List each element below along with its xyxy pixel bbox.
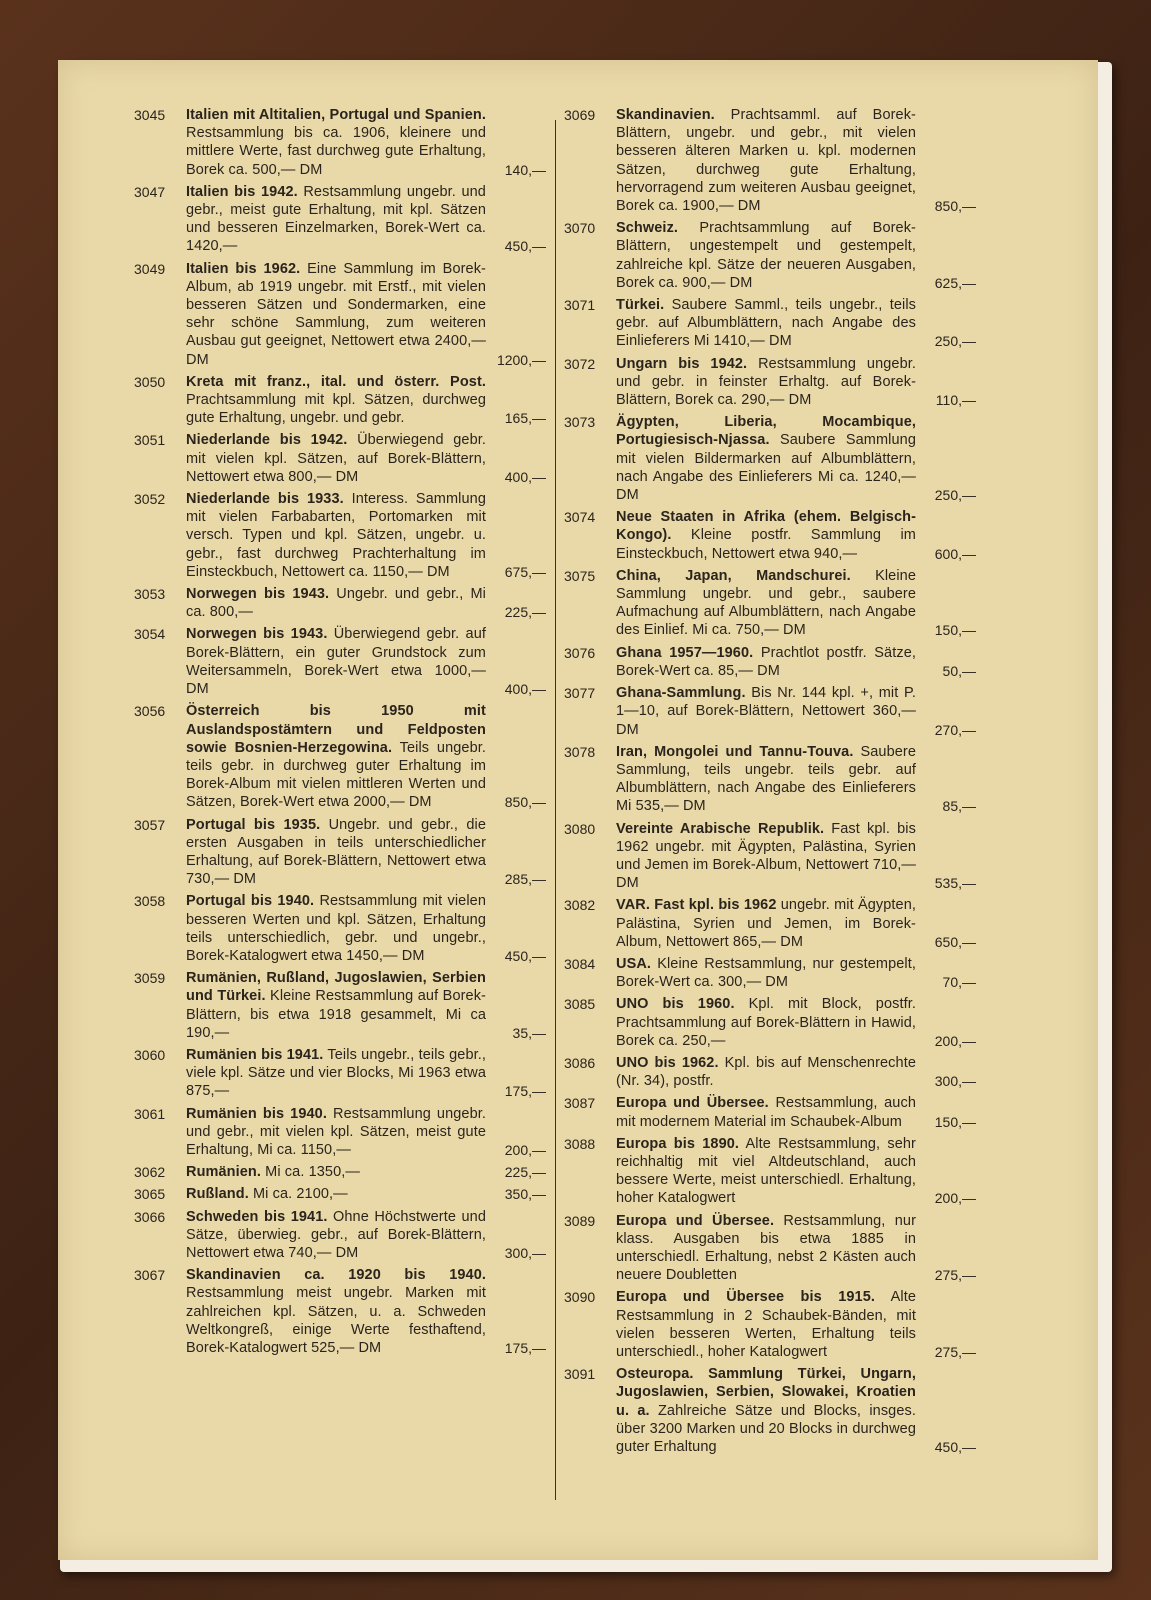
lot-number: 3085 bbox=[564, 996, 596, 1013]
lot-description bbox=[186, 106, 486, 179]
lot-text: Zahlreiche Sätze und Blocks, insges. über 3200 Marken und 20 Blocks in durchweg guter Erhaltung bbox=[616, 1402, 916, 1456]
catalog-entry bbox=[134, 1185, 554, 1203]
catalog-entry bbox=[564, 296, 984, 351]
catalog-entry bbox=[564, 413, 984, 504]
lot-description bbox=[616, 1094, 916, 1130]
lot-text: Restsammlung, nur klass. Ausgaben bis etwa 1885 in unterschiedl. Erhaltung, nebst 2 Kästen auch neuere Doubletten bbox=[616, 1212, 916, 1284]
lot-price: 1200,— bbox=[496, 351, 546, 368]
lot-description bbox=[186, 260, 486, 369]
lot-text: Saubere Samml., teils ungebr., teils gebr. auf Albumblättern, nach Angabe des Einlieferers Mi 1410,— DM bbox=[616, 297, 917, 350]
lot-price: 270,— bbox=[934, 721, 976, 738]
lot-price: 85,— bbox=[942, 798, 976, 815]
lot-description bbox=[186, 431, 486, 486]
lot-title: UNO bis 1960. bbox=[616, 996, 735, 1013]
lot-text: Fast kpl. bis 1962 ungebr. mit Ägypten, Palästina, Syrien und Jemen im Borek-Album, Nettowert 710,— DM bbox=[616, 820, 916, 892]
lot-title: Skandinavien ca. 1920 bis 1940. bbox=[186, 1267, 486, 1284]
lot-description bbox=[616, 995, 916, 1050]
lot-title: Skandinavien. bbox=[616, 107, 715, 123]
lot-description bbox=[186, 1208, 486, 1263]
lot-price: 350,— bbox=[504, 1186, 546, 1203]
lot-number: 3062 bbox=[134, 1164, 166, 1181]
lot-title: Neue Staaten in Afrika (ehem. Belgisch-Kongo). bbox=[616, 509, 916, 544]
lot-title: Ungarn bis 1942. bbox=[616, 355, 748, 372]
left-column bbox=[134, 106, 554, 1361]
lot-description bbox=[186, 373, 486, 428]
lot-price: 70,— bbox=[942, 974, 976, 991]
catalog-entry bbox=[564, 955, 984, 991]
lot-title: Türkei. bbox=[616, 297, 665, 314]
lot-text: Restsammlung bis ca. 1906, kleinere und mittlere Werte, fast durchweg gute Erhaltung, Borek ca. 500,— DM bbox=[186, 125, 486, 178]
lot-price: 450,— bbox=[934, 1439, 976, 1456]
lot-number: 3075 bbox=[564, 567, 596, 584]
lot-price: 50,— bbox=[942, 662, 976, 679]
lot-text: Ungebr. und gebr., die ersten Ausgaben in teils unterschiedlicher Erhaltung, auf Borek-Blättern, Nettowert etwa 730,— DM bbox=[186, 816, 486, 888]
lot-text: Kleine Sammlung ungebr. und gebr., saubere Aufmachung auf Albumblättern, nach Angabe des Einlief. Mi ca. 750,— DM bbox=[616, 567, 916, 639]
lot-price: 175,— bbox=[504, 1340, 546, 1356]
lot-text: Prachtsammlung auf Borek-Blättern, ungestempelt und gestempelt, zahlreiche kpl. Sätze der neueren Ausgaben, Borek ca. 900,— DM bbox=[616, 220, 916, 291]
lot-number: 3047 bbox=[134, 183, 166, 200]
lot-number: 3084 bbox=[564, 955, 596, 972]
lot-description bbox=[186, 1046, 486, 1101]
lot-text: Restsammlung ungebr. und gebr., meist gute Erhaltung, mit kpl. Sätzen und besseren Einzelmarken, Borek-Wert ca. 1420,— bbox=[186, 183, 486, 255]
lot-number: 3088 bbox=[564, 1135, 596, 1152]
lot-price: 400,— bbox=[504, 681, 546, 698]
lot-price: 250,— bbox=[934, 487, 976, 504]
lot-number: 3061 bbox=[134, 1105, 166, 1122]
lot-title: USA. bbox=[616, 955, 652, 972]
lot-title: Europa und Übersee bis 1915. bbox=[616, 1289, 875, 1306]
lot-price: 400,— bbox=[504, 468, 546, 485]
lot-title: Niederlande bis 1942. bbox=[186, 432, 348, 449]
catalog-entry bbox=[134, 183, 554, 256]
lot-description bbox=[616, 743, 916, 816]
lot-price: 300,— bbox=[934, 1073, 976, 1090]
lot-title: Italien bis 1942. bbox=[186, 183, 298, 200]
lot-title: Europa bis 1890. bbox=[616, 1135, 740, 1152]
lot-number: 3069 bbox=[564, 107, 596, 123]
lot-number: 3070 bbox=[564, 220, 596, 237]
lot-number: 3071 bbox=[564, 297, 596, 314]
lot-text: Interess. Sammlung mit vielen Farbabarten, Portomarken mit versch. Typen und kpl. Sätzen, ungebr. u. gebr., fast durchweg Prachterhaltung im Einsteckbuch, Nettowert ca. 1150,— DM bbox=[186, 491, 486, 580]
lot-text: Restsammlung ungebr. und gebr., mit vielen kpl. Sätzen, meist gute Erhaltung, Mi ca. 1150,— bbox=[186, 1105, 486, 1158]
lot-text: Restsammlung ungebr. und gebr. in feinster Erhaltg. auf Borek-Blättern, Borek ca. 290,— DM bbox=[616, 355, 916, 409]
catalog-entry bbox=[564, 355, 984, 410]
lot-number: 3051 bbox=[134, 432, 166, 449]
lot-title: UNO bis 1962. bbox=[616, 1054, 719, 1071]
lot-text: Alte Restsammlung in 2 Schaubek-Bänden, mit vielen besseren Werten, Erhaltung teils unterschiedl., hoher Katalogwert bbox=[616, 1289, 916, 1360]
lot-price: 450,— bbox=[504, 947, 546, 964]
catalog-entry bbox=[564, 896, 984, 951]
lot-title: Italien bis 1962. bbox=[186, 260, 301, 277]
lot-price: 200,— bbox=[504, 1141, 546, 1158]
lot-title: Europa und Übersee. bbox=[616, 1095, 769, 1112]
lot-title: Iran, Mongolei und Tannu-Touva. bbox=[616, 743, 854, 760]
lot-number: 3050 bbox=[134, 373, 166, 390]
lot-price: 35,— bbox=[512, 1024, 546, 1041]
catalog-entry bbox=[564, 1288, 984, 1361]
lot-text: Bis Nr. 144 kpl. +, mit P. 1—10, auf Borek-Blättern, Nettowert 360,— DM bbox=[616, 685, 916, 738]
lot-title: Norwegen bis 1943. bbox=[186, 626, 328, 643]
catalog-entry bbox=[564, 508, 984, 563]
catalog-entry bbox=[564, 219, 984, 292]
lot-number: 3059 bbox=[134, 970, 166, 987]
lot-description bbox=[616, 508, 916, 563]
lot-description bbox=[616, 567, 916, 640]
lot-price: 600,— bbox=[934, 545, 976, 562]
lot-number: 3067 bbox=[134, 1267, 166, 1284]
lot-title: Kreta mit franz., ital. und österr. Post. bbox=[186, 373, 486, 390]
catalog-entry bbox=[134, 1208, 554, 1263]
lot-description bbox=[616, 644, 916, 680]
lot-price: 250,— bbox=[934, 333, 976, 350]
lot-description bbox=[186, 969, 486, 1042]
lot-description bbox=[616, 296, 916, 351]
catalog-entry bbox=[134, 816, 554, 889]
lot-price: 300,— bbox=[504, 1244, 546, 1261]
lot-title: Rußland. bbox=[186, 1186, 249, 1203]
lot-title: Portugal bis 1935. bbox=[186, 816, 321, 833]
lot-text: ungebr. mit Ägypten, Palästina, Syrien und Jemen, im Borek-Album, Nettowert 865,— DM bbox=[616, 897, 916, 950]
lot-number: 3090 bbox=[564, 1289, 596, 1306]
lot-price: 150,— bbox=[934, 622, 976, 639]
lot-description bbox=[616, 106, 916, 215]
lot-price: 110,— bbox=[935, 392, 976, 409]
lot-price: 225,— bbox=[504, 604, 546, 621]
lot-text: Kpl. bis auf Menschenrechte (Nr. 34), postfr. bbox=[616, 1054, 916, 1090]
lot-price: 140,— bbox=[504, 161, 546, 178]
lot-number: 3080 bbox=[564, 820, 596, 837]
lot-price: 850,— bbox=[504, 794, 546, 811]
lot-text: Ohne Höchstwerte und Sätze, überwieg. gebr., auf Borek-Blättern, Nettowert etwa 740,— DM bbox=[186, 1208, 486, 1261]
lot-description bbox=[186, 585, 486, 621]
lot-text: Restsammlung meist ungebr. Marken mit zahlreichen kpl. Sätzen, u. a. Schweden Weltkongreß, einige Werte festhaftend, Borek-Katalogwert 525,— DM bbox=[186, 1285, 486, 1356]
lot-text: Kleine postfr. Sammlung im Einsteckbuch, Nettowert etwa 940,— bbox=[616, 527, 916, 562]
lot-text: Kleine Restsammlung auf Borek-Blättern, bis etwa 1918 gesammelt, Mi ca 190,— bbox=[186, 988, 486, 1041]
lot-description bbox=[616, 1365, 916, 1456]
lot-description bbox=[616, 684, 916, 739]
lot-description bbox=[616, 955, 916, 991]
lot-title: Italien mit Altitalien, Portugal und Spanien. bbox=[186, 107, 486, 123]
lot-title: Europa und Übersee. bbox=[616, 1212, 775, 1229]
lot-text: Prachtsamml. auf Borek-Blättern, ungebr. und gebr., mit vielen besseren älteren Marken u. kpl. modernen Sätzen, durchweg gute Erhaltung, hervorragend zum weiteren Ausbau geeignet, Borek ca. 1900,— DM bbox=[616, 107, 916, 215]
lot-number: 3089 bbox=[564, 1212, 596, 1229]
lot-title: Ghana-Sammlung. bbox=[616, 685, 746, 702]
catalog-page bbox=[58, 60, 1098, 1560]
lot-title: China, Japan, Mandschurei. bbox=[616, 567, 851, 584]
catalog-entry bbox=[564, 820, 984, 893]
lot-price: 175,— bbox=[504, 1083, 546, 1100]
lot-description bbox=[616, 1288, 916, 1361]
catalog-entry bbox=[564, 1135, 984, 1208]
lot-number: 3091 bbox=[564, 1366, 596, 1383]
lot-text: Kleine Restsammlung, nur gestempelt, Borek-Wert ca. 300,— DM bbox=[616, 955, 916, 991]
lot-description bbox=[616, 219, 916, 292]
lot-title: Österreich bis 1950 mit Auslandspostämtern und Feldposten sowie Bosnien-Herzegowina. bbox=[186, 703, 486, 756]
lot-description bbox=[616, 413, 916, 504]
catalog-entry bbox=[564, 995, 984, 1050]
lot-description bbox=[616, 355, 916, 410]
lot-description bbox=[616, 1212, 916, 1285]
column-divider bbox=[555, 120, 556, 1500]
lot-description bbox=[186, 816, 486, 889]
lot-number: 3052 bbox=[134, 491, 166, 508]
lot-text: Restsammlung, auch mit modernem Material im Schaubek-Album bbox=[616, 1095, 916, 1130]
lot-number: 3082 bbox=[564, 897, 596, 914]
lot-title: Rumänien bis 1941. bbox=[186, 1046, 324, 1063]
lot-text: Überwiegend gebr. mit vielen kpl. Sätzen, auf Borek-Blättern, Nettowert etwa 800,— DM bbox=[186, 432, 486, 485]
lot-number: 3078 bbox=[564, 743, 596, 760]
lot-price: 200,— bbox=[934, 1032, 976, 1049]
lot-title: Rumänien, Rußland, Jugoslawien, Serbien und Türkei. bbox=[186, 970, 486, 1005]
lot-description bbox=[186, 490, 486, 581]
lot-text: Mi ca. 2100,— bbox=[252, 1186, 348, 1203]
lot-price: 450,— bbox=[504, 238, 546, 255]
catalog-entry bbox=[134, 585, 554, 621]
lot-number: 3087 bbox=[564, 1095, 596, 1112]
catalog-entry bbox=[134, 373, 554, 428]
lot-number: 3056 bbox=[134, 703, 166, 720]
lot-description bbox=[616, 820, 916, 893]
lot-price: 850,— bbox=[934, 198, 976, 215]
lot-price: 200,— bbox=[934, 1190, 976, 1207]
catalog-entry bbox=[564, 567, 984, 640]
lot-text: Überwiegend gebr. auf Borek-Blättern, ein guter Grundstock zum Weitersammeln, Borek-Wert etwa 1000,— DM bbox=[186, 626, 486, 698]
lot-title: Osteuropa. Sammlung Türkei, Ungarn, Jugoslawien, Serbien, Slowakei, Kroatien u. a. bbox=[616, 1366, 916, 1419]
lot-price: 225,— bbox=[504, 1164, 546, 1181]
lot-price: 285,— bbox=[504, 871, 546, 888]
lot-number: 3053 bbox=[134, 586, 166, 603]
lot-text: Eine Sammlung im Borek-Album, ab 1919 ungebr. mit Erstf., mit vielen besseren Sätzen und Sondermarken, eine sehr schöne Sammlung, zum weiteren Ausbau gut geeignet, Nettowert etwa 2400,— DM bbox=[186, 260, 486, 368]
lot-number: 3045 bbox=[134, 107, 166, 123]
lot-description bbox=[186, 1105, 486, 1160]
catalog-entry bbox=[564, 1365, 984, 1456]
lot-title: Norwegen bis 1943. bbox=[186, 586, 330, 603]
catalog-entry bbox=[134, 702, 554, 811]
catalog-entry bbox=[564, 1212, 984, 1285]
catalog-entry bbox=[134, 1046, 554, 1101]
lot-number: 3057 bbox=[134, 816, 166, 833]
lot-description bbox=[616, 896, 916, 951]
lot-text: Kpl. mit Block, postfr. Prachtsammlung auf Borek-Blättern in Hawid, Borek ca. 250,— bbox=[616, 996, 916, 1049]
lot-number: 3077 bbox=[564, 685, 596, 702]
lot-description bbox=[186, 702, 486, 811]
lot-price: 535,— bbox=[934, 875, 976, 892]
lot-description bbox=[186, 183, 486, 256]
lot-text: Mi ca. 1350,— bbox=[265, 1164, 360, 1181]
lot-title: Schweiz. bbox=[616, 220, 679, 237]
lot-description bbox=[186, 1266, 486, 1357]
catalog-entry bbox=[134, 106, 554, 179]
lot-price: 165,— bbox=[504, 410, 546, 427]
lot-number: 3066 bbox=[134, 1208, 166, 1225]
lot-text: Restsammlung mit vielen besseren Werten und kpl. Sätzen, Erhaltung teils unterschiedlich, gebr. und ungebr., Borek-Katalogwert etwa 1450,— DM bbox=[186, 893, 486, 964]
lot-number: 3065 bbox=[134, 1186, 166, 1203]
catalog-entry bbox=[134, 431, 554, 486]
lot-text: Saubere Sammlung mit vielen Bildermarken auf Albumblättern, nach Angabe des Einlieferers Mi ca. 1240,— DM bbox=[616, 432, 916, 504]
catalog-entry bbox=[564, 1094, 984, 1130]
catalog-entry bbox=[134, 625, 554, 698]
catalog-entry bbox=[564, 684, 984, 739]
catalog-entry bbox=[134, 969, 554, 1042]
lot-text: Prachtsammlung mit kpl. Sätzen, durchweg gute Erhaltung, ungebr. und gebr. bbox=[186, 392, 486, 427]
lot-number: 3073 bbox=[564, 414, 596, 431]
lot-title: Portugal bis 1940. bbox=[186, 893, 315, 910]
lot-price: 275,— bbox=[934, 1267, 976, 1284]
lot-number: 3086 bbox=[564, 1054, 596, 1071]
catalog-entry bbox=[564, 106, 984, 215]
lot-description bbox=[186, 1163, 486, 1181]
lot-title: Vereinte Arabische Republik. bbox=[616, 820, 825, 837]
lot-number: 3074 bbox=[564, 509, 596, 526]
lot-title: Niederlande bis 1933. bbox=[186, 491, 344, 508]
catalog-entry bbox=[134, 260, 554, 369]
lot-price: 150,— bbox=[934, 1113, 976, 1130]
catalog-entry bbox=[564, 1054, 984, 1090]
catalog-entry bbox=[564, 743, 984, 816]
catalog-entry bbox=[564, 644, 984, 680]
lot-text: Teils ungebr. teils gebr. in durchweg guter Erhaltung im Borek-Album mit vielen mittleren Werten und Sätzen, Borek-Wert etwa 2000,— DM bbox=[186, 739, 486, 811]
lot-text: Prachtlot postfr. Sätze, Borek-Wert ca. 85,— DM bbox=[616, 644, 916, 679]
lot-text: Ungebr. und gebr., Mi ca. 800,— bbox=[186, 586, 486, 621]
catalog-entry bbox=[134, 490, 554, 581]
lot-number: 3072 bbox=[564, 355, 596, 372]
lot-text: Teils ungebr., teils gebr., viele kpl. Sätze und vier Blocks, Mi 1963 etwa 875,— bbox=[186, 1046, 487, 1100]
lot-price: 625,— bbox=[934, 274, 976, 291]
lot-title: Ägypten, Liberia, Mocambique, Portugiesisch-Njassa. bbox=[616, 414, 916, 449]
right-column bbox=[564, 106, 984, 1460]
catalog-entry bbox=[134, 892, 554, 965]
lot-description bbox=[186, 1185, 486, 1203]
lot-title: Rumänien. bbox=[186, 1164, 262, 1181]
lot-description bbox=[186, 892, 486, 965]
lot-number: 3058 bbox=[134, 893, 166, 910]
lot-description bbox=[616, 1135, 916, 1208]
lot-text: Saubere Sammlung, teils ungebr. teils gebr. auf Albumblättern, nach Angabe des Einlieferers Mi 535,— DM bbox=[616, 743, 916, 815]
lot-description bbox=[616, 1054, 916, 1090]
lot-title: Schweden bis 1941. bbox=[186, 1208, 328, 1225]
lot-title: Ghana 1957—1960. bbox=[616, 644, 754, 661]
catalog-entry bbox=[134, 1163, 554, 1181]
catalog-entry bbox=[134, 1105, 554, 1160]
lot-price: 650,— bbox=[934, 933, 976, 950]
lot-number: 3060 bbox=[134, 1046, 166, 1063]
lot-number: 3054 bbox=[134, 626, 166, 643]
lot-number: 3049 bbox=[134, 260, 166, 277]
lot-title: Rumänien bis 1940. bbox=[186, 1105, 327, 1122]
lot-description bbox=[186, 625, 486, 698]
lot-price: 275,— bbox=[934, 1344, 976, 1360]
catalog-entry bbox=[134, 1266, 554, 1357]
lot-number: 3076 bbox=[564, 644, 596, 661]
lot-title: VAR. Fast kpl. bis 1962 bbox=[616, 897, 777, 914]
lot-text: Alte Restsammlung, sehr reichhaltig mit viel Altdeutschland, auch bessere Werte, meist unterschiedl. Erhaltung, hoher Katalogwert bbox=[616, 1135, 916, 1207]
lot-price: 675,— bbox=[504, 563, 546, 580]
